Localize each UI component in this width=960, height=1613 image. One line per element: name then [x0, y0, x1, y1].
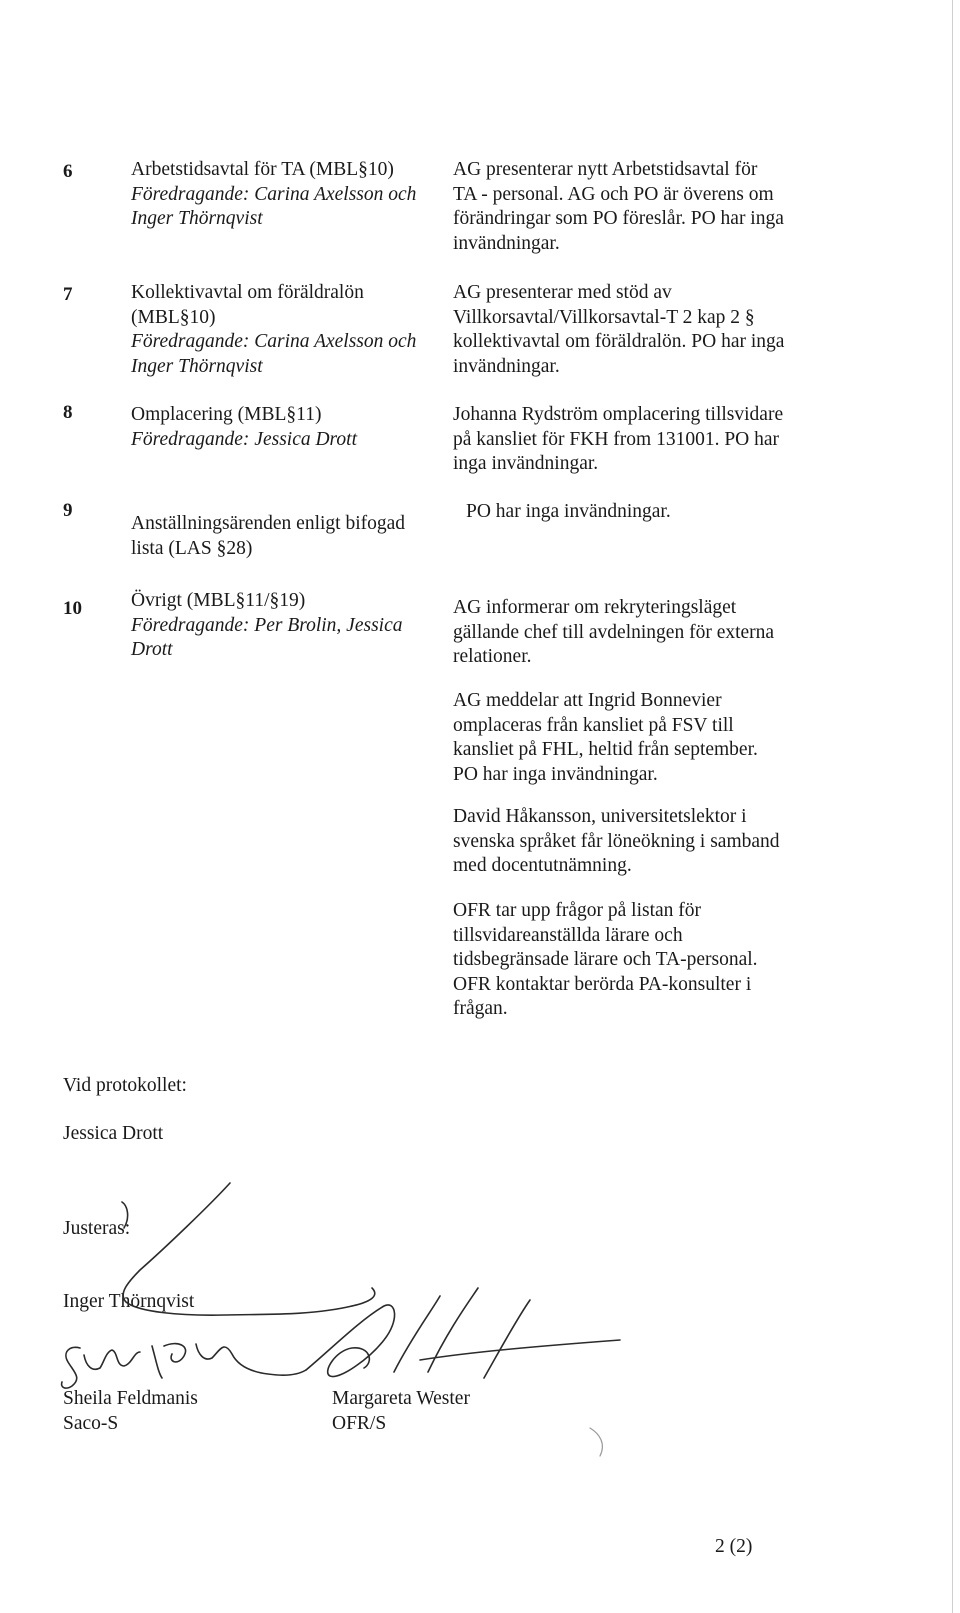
signer-1-org: Saco-S [63, 1413, 119, 1434]
item-10-number: 10 [63, 598, 82, 619]
item-10-p3-line-2: svenska språket får löneökning i samband [453, 830, 780, 852]
item-7-title-line-2: (MBL§10) [131, 306, 216, 328]
item-10-p4-line-1: OFR tar upp frågor på listan för [453, 900, 702, 921]
item-10-title: Övrigt (MBL§11/§19) [131, 590, 306, 611]
item-10-p2-line-4: PO har inga invändningar. [453, 763, 658, 785]
item-9-title-line-2: lista (LAS §28) [131, 537, 253, 559]
page-number: 2 (2) [715, 1536, 753, 1557]
item-8-decision-line-2: på kansliet för FKH from 131001. PO har [453, 428, 780, 450]
item-10-p2-line-2: omplaceras från kansliet på FSV till [453, 714, 734, 736]
item-6-decision-line-4: invändningar. [453, 232, 560, 254]
item-7-decision-line-4: invändningar. [453, 355, 560, 377]
signature-stroke-justeras-tail [352, 1288, 375, 1306]
item-8-number: 8 [63, 402, 73, 423]
item-8-decision-line-3: inga invändningar. [453, 453, 599, 474]
item-10-p4-line-2: tillsvidareanställda lärare och [453, 924, 683, 946]
item-7-presenter-line-1: Föredragande: Carina Axelsson och [131, 331, 417, 352]
item-10-p2-line-3: kansliet på FHL, heltid från september. [453, 739, 758, 760]
signer-1-name: Sheila Feldmanis [63, 1388, 198, 1409]
signature-stroke-margareta [306, 1288, 620, 1378]
item-9-title-line-1: Anställningsärenden enligt bifogad [131, 513, 406, 534]
signature-stroke-sheila [62, 1344, 306, 1388]
adjuster-name: Inger Thörnqvist [63, 1291, 195, 1312]
item-9-decision-line-1: PO har inga invändningar. [466, 501, 671, 522]
item-6-presenter-line-1: Föredragande: Carina Axelsson och [131, 183, 417, 205]
item-10-p1-line-1: AG informerar om rekryteringsläget [453, 597, 737, 618]
item-7-number: 7 [63, 284, 73, 305]
signature-stroke-justeras [122, 1183, 352, 1315]
item-7-decision-line-1: AG presenterar med stöd av [453, 282, 672, 303]
item-10-p3-line-3: med docentutnämning. [453, 855, 632, 876]
item-8-title: Omplacering (MBL§11) [131, 404, 322, 425]
item-6-decision-line-1: AG presenterar nytt Arbetstidsavtal för [453, 159, 758, 180]
item-10-p3-line-1: David Håkansson, universitetslektor i [453, 806, 747, 827]
signature-stroke-faint [590, 1428, 602, 1456]
item-10-presenter-line-1: Föredragande: Per Brolin, Jessica [131, 614, 403, 636]
item-7-decision-line-2: Villkorsavtal/Villkorsavtal-T 2 kap 2 § [453, 306, 755, 328]
item-6-decision-line-2: TA - personal. AG och PO är överens om [453, 183, 774, 205]
item-6-number: 6 [63, 161, 73, 182]
item-10-presenter-line-2: Drott [131, 639, 173, 660]
item-6-presenter-line-2: Inger Thörnqvist [131, 208, 263, 229]
item-7-presenter-line-2: Inger Thörnqvist [131, 355, 263, 377]
signer-2-name: Margareta Wester [332, 1388, 470, 1409]
item-10-p2-line-1: AG meddelar att Ingrid Bonnevier [453, 690, 722, 711]
adjusted-label: Justeras: [63, 1218, 131, 1239]
item-10-p4-line-5: frågan. [453, 998, 508, 1019]
item-10-p4-line-4: OFR kontaktar berörda PA-konsulter i [453, 973, 752, 995]
item-10-p4-line-3: tidsbegränsade lärare och TA-personal. [453, 949, 758, 970]
item-6-decision-line-3: förändringar som PO föreslår. PO har inga [453, 208, 784, 229]
protocol-label: Vid protokollet: [63, 1075, 187, 1096]
item-6-title: Arbetstidsavtal för TA (MBL§10) [131, 159, 394, 180]
signer-2-org: OFR/S [332, 1413, 387, 1434]
item-10-p1-line-2: gällande chef till avdelningen för externa [453, 621, 775, 643]
item-7-title-line-1: Kollektivavtal om föräldralön [131, 282, 364, 303]
item-10-p1-line-3: relationer. [453, 646, 532, 667]
item-8-decision-line-1: Johanna Rydström omplacering tillsvidare [453, 404, 784, 425]
item-7-decision-line-3: kollektivavtal om föräldralön. PO har inga [453, 331, 785, 352]
item-8-presenter: Föredragande: Jessica Drott [131, 428, 358, 450]
item-9-number: 9 [63, 500, 73, 521]
protocol-name: Jessica Drott [63, 1123, 164, 1144]
